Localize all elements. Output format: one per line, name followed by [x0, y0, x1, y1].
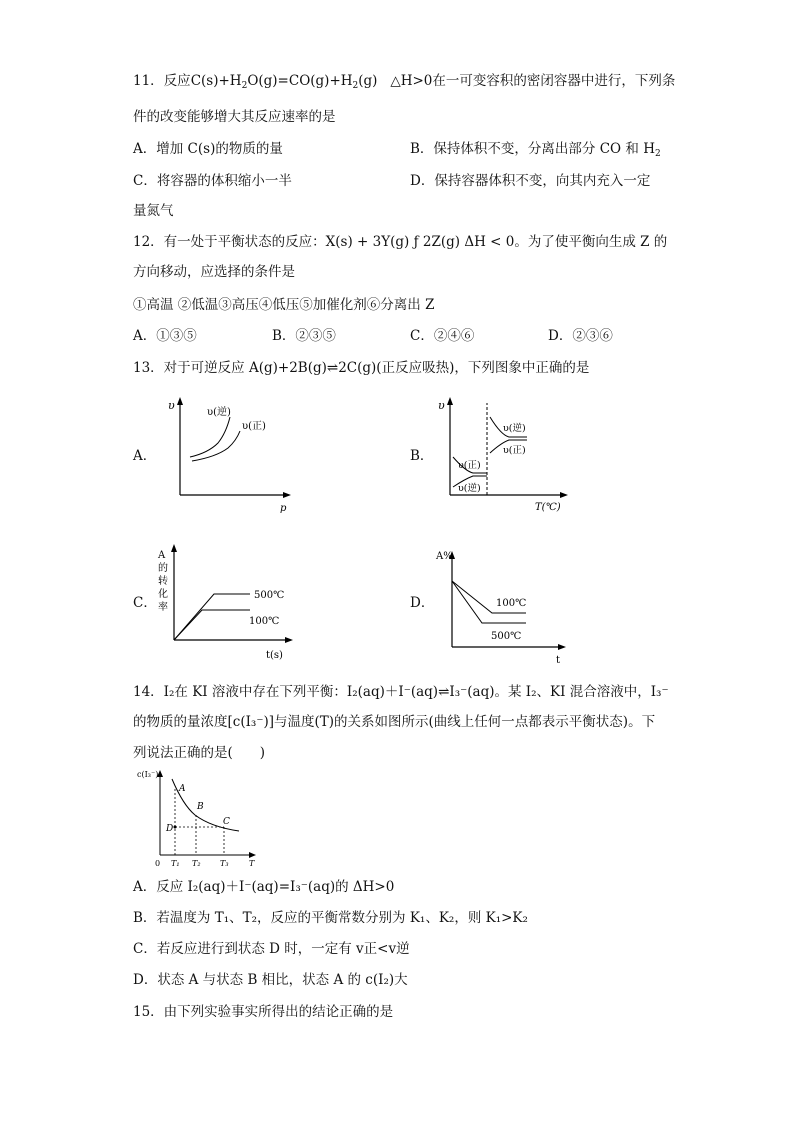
q13-stem: 13．对于可逆反应 A(g)+2B(g)⇌2C(g)(正反应吸热)，下列图象中正确的是	[133, 360, 590, 376]
q11-rxn-a: C(s)+H	[190, 73, 242, 89]
graph-d-x-arrow	[558, 644, 566, 650]
graph-a-label-forward: υ(正)	[242, 421, 266, 432]
q11-option-d-cont: 量氮气	[133, 203, 174, 219]
q11-rxn-d: 2	[352, 81, 359, 91]
graph-a-label-reverse: υ(逆)	[207, 407, 231, 418]
q13-graph-a	[160, 395, 300, 515]
graph-c-y-label-3: 转	[158, 576, 168, 587]
q11-rxn-c: O(g)=CO(g)+H	[247, 73, 353, 89]
q12-line2: 方向移动，应选择的条件是	[133, 264, 295, 280]
q13-label-b: B．	[410, 448, 434, 464]
q11-rxn-b: 2	[241, 81, 248, 91]
q14-option-a: A．反应 I₂(aq)＋I⁻(aq)=I₃⁻(aq)的 ΔH>0	[133, 879, 395, 895]
graph-a-y-arrow	[177, 397, 183, 405]
graph-d-label-100: 100℃	[496, 598, 527, 609]
q11-line2: 件的改变能够增大其反应速率的是	[133, 109, 336, 125]
graph-c-curve-100	[174, 610, 250, 640]
graph-c-label-500: 500℃	[254, 590, 285, 601]
graph-c-y-label-5: 率	[158, 602, 168, 613]
q11-dh: △H>0	[390, 73, 433, 89]
graph-a-y-label: υ	[168, 399, 175, 412]
graph-a-x-label: p	[280, 503, 287, 514]
graph-d-label-500: 500℃	[491, 631, 522, 642]
graph-b-label-reverse-right: υ(逆)	[503, 423, 526, 434]
graph-c-curve-500	[174, 594, 250, 640]
q11-line1	[133, 72, 675, 95]
q14-label-origin: 0	[155, 859, 161, 868]
q14-label-t2: T₂	[192, 859, 201, 868]
q11-pre: 反应	[163, 73, 191, 89]
q13-graph-c	[150, 540, 300, 665]
q13-graph-b	[435, 395, 575, 515]
q14-option-d: D．状态 A 与状态 B 相比，状态 A 的 c(I₂)大	[133, 972, 408, 988]
graph-c-y-label-4: 化	[158, 589, 168, 600]
q14-option-c: C．若反应进行到状态 D 时，一定有 v正<v逆	[133, 941, 410, 957]
q12-option-b: B．②③⑤	[272, 328, 336, 344]
graph-b-label-forward-left: υ(正)	[458, 460, 481, 471]
q11-rxn-e: (g)	[358, 73, 378, 89]
q11-option-b-sub: 2	[654, 149, 661, 159]
graph-b-y-label: υ	[438, 399, 445, 412]
graph-d-y-label: A%	[436, 551, 453, 562]
graph-c-x-arrow	[285, 637, 293, 643]
q11-num: 11．	[133, 73, 164, 89]
q14-option-b: B．若温度为 T₁、T₂，反应的平衡常数分别为 K₁、K₂，则 K₁>K₂	[133, 910, 528, 926]
q13-label-c: C．	[133, 595, 157, 611]
q14-label-d: D	[166, 824, 174, 834]
q11-option-a: A．增加 C(s)的物质的量	[133, 141, 283, 157]
q11-option-b-text: B．保持体积不变，分离出部分 CO 和 H	[410, 141, 655, 157]
q13-graph-d	[430, 545, 580, 670]
graph-c-label-100: 100℃	[249, 616, 280, 627]
q12-option-a: A．①③⑤	[133, 328, 197, 344]
q12-line1: 12．有一处于平衡状态的反应：X(s) + 3Y(g) ƒ 2Z(g) ΔH < 0。为了使平衡向生成 Z 的	[133, 234, 668, 250]
q14-line1: 14．I₂在 KI 溶液中存在下列平衡：I₂(aq)＋I⁻(aq)⇌I₃⁻(aq)。某 I₂、KI 混合溶液中，I₃⁻	[133, 684, 669, 700]
graph-b-x-label: T(℃)	[535, 502, 561, 513]
q14-line2: 的物质的量浓度[c(I₃⁻)]与温度(T)的关系如图所示(曲线上任何一点都表示平衡状态)。下	[133, 714, 656, 730]
q14-graph	[135, 765, 265, 870]
graph-d-x-label: t	[556, 655, 561, 666]
q14-label-t1: T₁	[171, 859, 180, 868]
graph-b-x-arrow	[560, 492, 568, 498]
graph-c-y-arrow	[171, 544, 177, 552]
q14-label-a: A	[179, 784, 186, 794]
q14-y-label: c(I₃⁻)	[137, 770, 159, 779]
q14-label-x: T	[249, 859, 255, 868]
graph-a-x-arrow	[283, 492, 291, 498]
graph-c-x-label: t(s)	[266, 650, 283, 661]
graph-c-y-label-2: 的	[158, 563, 168, 574]
q12-option-d: D．②③⑥	[548, 328, 613, 344]
q14-label-t3: T₃	[220, 859, 229, 868]
graph-c-y-label-1: A	[158, 550, 166, 561]
graph-b-label-reverse-left: υ(逆)	[458, 483, 481, 494]
q14-line3: 列说法正确的是( )	[133, 745, 266, 761]
graph-b-y-arrow	[447, 397, 453, 405]
q13-label-a: A．	[133, 448, 157, 464]
q14-x-arrow	[249, 852, 256, 858]
q15-stem: 15．由下列实验事实所得出的结论正确的是	[133, 1004, 394, 1020]
q11-option-c: C．将容器的体积缩小一半	[133, 173, 292, 189]
q13-label-d: D．	[410, 595, 435, 611]
q14-label-b: B	[197, 802, 204, 812]
q11-post: 在一可变容积的密闭容器中进行，下列条	[432, 73, 676, 89]
q11-option-b	[410, 140, 661, 163]
q12-option-c: C．②④⑥	[410, 328, 475, 344]
graph-b-label-forward-right: υ(正)	[503, 445, 526, 456]
q14-point-d	[174, 826, 177, 829]
q12-conditions: ①高温 ②低温③高压④低压⑤加催化剂⑥分离出 Z	[133, 297, 435, 313]
graph-a-curve-forward	[192, 431, 240, 461]
q14-label-c: C	[223, 817, 230, 827]
q11-option-d: D．保持容器体积不变，向其内充入一定	[410, 173, 651, 189]
